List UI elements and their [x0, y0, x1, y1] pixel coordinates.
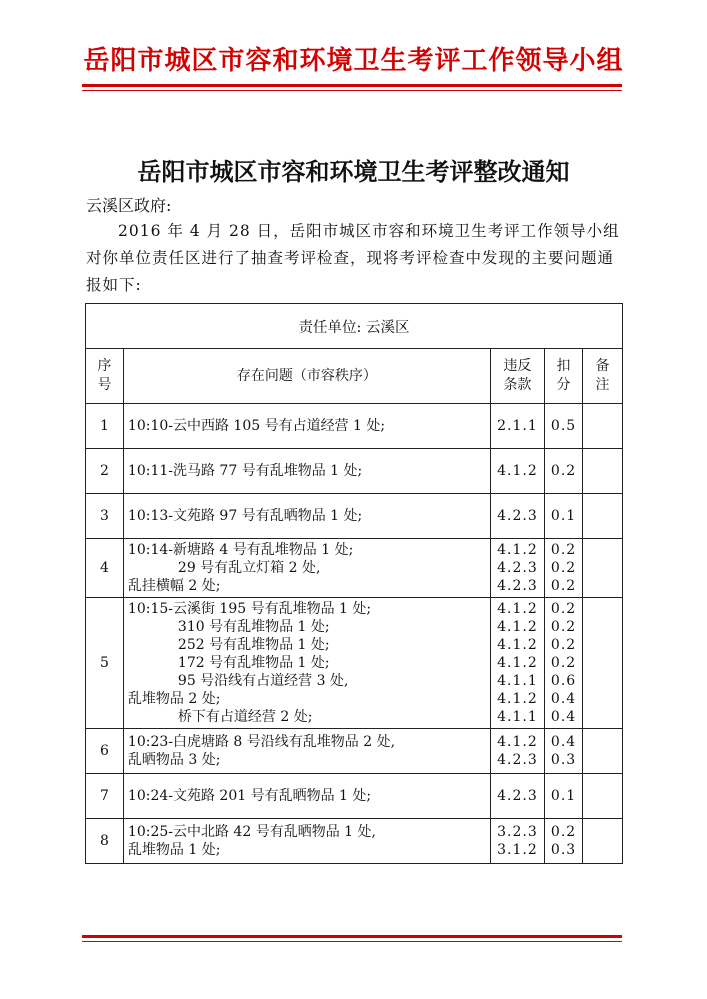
clause-value: 3.1.2 [497, 842, 538, 858]
violation-clause [490, 494, 544, 539]
deduction [545, 539, 583, 598]
issue-line: 172 号有乱堆物品 1 处; [177, 655, 330, 671]
deduction-value: 0.1 [550, 508, 577, 524]
deduction-value: 0.2 [550, 560, 577, 576]
header-rule-thick [82, 84, 622, 87]
header-deduct-line-1: 扣 [556, 358, 571, 374]
issue-line: 乱堆物品 1 处; [127, 842, 221, 858]
issue-line: 乱堆物品 2 处; [127, 691, 221, 707]
note-cell [583, 449, 623, 494]
recipient-line: 云溪区政府: [86, 196, 172, 215]
header-code-line-1: 违反 [503, 358, 532, 374]
header-note [583, 349, 623, 404]
clause-value: 4.1.2 [497, 601, 538, 617]
header-no [86, 349, 124, 404]
row-number: 8 [86, 819, 124, 864]
issue-description [123, 819, 490, 864]
deduction-value: 0.3 [550, 752, 577, 768]
row-number: 6 [86, 729, 124, 774]
note-cell [583, 598, 623, 729]
deduction [545, 774, 583, 819]
note-cell [583, 774, 623, 819]
deduction-value: 0.2 [550, 824, 577, 840]
clause-value: 4.1.2 [497, 655, 538, 671]
clause-value: 4.1.2 [497, 463, 538, 479]
note-cell [583, 819, 623, 864]
note-cell [583, 494, 623, 539]
issue-line: 10:10-云中西路 105 号有占道经营 1 处; [127, 418, 386, 434]
clause-value: 4.2.3 [497, 752, 538, 768]
header-note-line-1: 备 [595, 358, 610, 374]
row-number: 1 [86, 404, 124, 449]
deduction-value: 0.3 [550, 842, 577, 858]
row-number: 3 [86, 494, 124, 539]
issue-line: 310 号有乱堆物品 1 处; [177, 619, 330, 635]
clause-value: 4.1.2 [497, 619, 538, 635]
issue-line: 10:11-洗马路 77 号有乱堆物品 1 处; [127, 463, 363, 479]
clause-value: 4.2.3 [497, 578, 538, 594]
issue-description [123, 774, 490, 819]
deduction-value: 0.2 [550, 655, 577, 671]
deduction-value: 0.2 [550, 578, 577, 594]
issue-line: 10:23-白虎塘路 8 号沿线有乱堆物品 2 处, [127, 734, 396, 750]
violation-clause [490, 598, 544, 729]
deduction-value: 0.5 [550, 418, 577, 434]
clause-value: 4.1.2 [497, 542, 538, 558]
clause-value: 4.2.3 [497, 560, 538, 576]
issue-line: 10:25-云中北路 42 号有乱晒物品 1 处, [127, 824, 376, 840]
deduction [545, 404, 583, 449]
deduction-value: 0.4 [550, 709, 577, 725]
responsible-unit: 责任单位: 云溪区 [86, 304, 623, 349]
table-row [86, 598, 623, 729]
violation-clause [490, 404, 544, 449]
deduction [545, 494, 583, 539]
deduction-value: 0.2 [550, 637, 577, 653]
deduction-value: 0.4 [550, 691, 577, 707]
deduction-value: 0.2 [550, 542, 577, 558]
issue-line: 252 号有乱堆物品 1 处; [177, 637, 330, 653]
violation-clause [490, 729, 544, 774]
table-row [86, 449, 623, 494]
header-code-line-2: 条款 [503, 377, 532, 393]
deduction [545, 819, 583, 864]
row-number: 4 [86, 539, 124, 598]
table-row [86, 819, 623, 864]
header-deduct-line-2: 分 [556, 377, 571, 393]
table-header-row [86, 349, 623, 404]
issue-description [123, 598, 490, 729]
violation-clause [490, 774, 544, 819]
header-deduct [545, 349, 583, 404]
deduction-value: 0.4 [550, 734, 577, 750]
issue-description [123, 729, 490, 774]
clause-value: 4.1.1 [497, 709, 538, 725]
deduction [545, 449, 583, 494]
issue-line: 10:24-文苑路 201 号有乱晒物品 1 处; [127, 788, 372, 804]
clause-value: 3.2.3 [497, 824, 538, 840]
violation-clause [490, 819, 544, 864]
header-no-line-2: 号 [97, 377, 112, 393]
issue-line: 10:15-云溪街 195 号有乱堆物品 1 处; [127, 601, 372, 617]
table-row [86, 494, 623, 539]
clause-value: 4.2.3 [497, 508, 538, 524]
clause-value: 2.1.1 [497, 418, 538, 434]
violation-clause [490, 539, 544, 598]
issue-description [123, 539, 490, 598]
header-rule-thin [82, 90, 622, 91]
clause-value: 4.1.2 [497, 691, 538, 707]
deduction-value: 0.2 [550, 463, 577, 479]
table-row [86, 539, 623, 598]
row-number: 5 [86, 598, 124, 729]
issues-table [85, 303, 623, 864]
table-row [86, 729, 623, 774]
intro-paragraph: 2016 年 4 月 28 日，岳阳市城区市容和环境卫生考评工作领导小组对你单位责任区进行了抽查考评检查，现将考评检查中发现的主要问题通报如下: [86, 222, 620, 294]
deduction-value: 0.2 [550, 619, 577, 635]
note-cell [583, 539, 623, 598]
clause-value: 4.1.2 [497, 637, 538, 653]
deduction-value: 0.2 [550, 601, 577, 617]
footer-rule-thin [82, 941, 622, 942]
issue-line: 10:13-文苑路 97 号有乱晒物品 1 处; [127, 508, 363, 524]
document-title: 岳阳市城区市容和环境卫生考评整改通知 [137, 157, 570, 186]
note-cell [583, 404, 623, 449]
issue-description [123, 449, 490, 494]
note-cell [583, 729, 623, 774]
header-code [490, 349, 544, 404]
table-row [86, 404, 623, 449]
header-issue: 存在问题（市容秩序） [123, 349, 490, 404]
footer-rule-thick [82, 935, 622, 938]
deduction-value: 0.1 [550, 788, 577, 804]
issue-description [123, 494, 490, 539]
clause-value: 4.2.3 [497, 788, 538, 804]
org-header-title: 岳阳市城区市容和环境卫生考评工作领导小组 [83, 46, 624, 76]
deduction-value: 0.6 [550, 673, 577, 689]
header-no-line-1: 序 [97, 358, 112, 374]
deduction [545, 729, 583, 774]
unit-row [86, 304, 623, 349]
row-number: 2 [86, 449, 124, 494]
issue-line: 29 号有乱立灯箱 2 处, [177, 560, 321, 576]
table-row [86, 774, 623, 819]
row-number: 7 [86, 774, 124, 819]
issue-line: 乱挂横幅 2 处; [127, 578, 221, 594]
issue-line: 桥下有占道经营 2 处; [177, 709, 313, 725]
clause-value: 4.1.1 [497, 673, 538, 689]
issue-line: 10:14-新塘路 4 号有乱堆物品 1 处; [127, 542, 354, 558]
issue-description [123, 404, 490, 449]
clause-value: 4.1.2 [497, 734, 538, 750]
issue-line: 95 号沿线有占道经营 3 处, [177, 673, 349, 689]
issue-line: 乱晒物品 3 处; [127, 752, 221, 768]
deduction [545, 598, 583, 729]
violation-clause [490, 449, 544, 494]
header-note-line-2: 注 [595, 377, 610, 393]
